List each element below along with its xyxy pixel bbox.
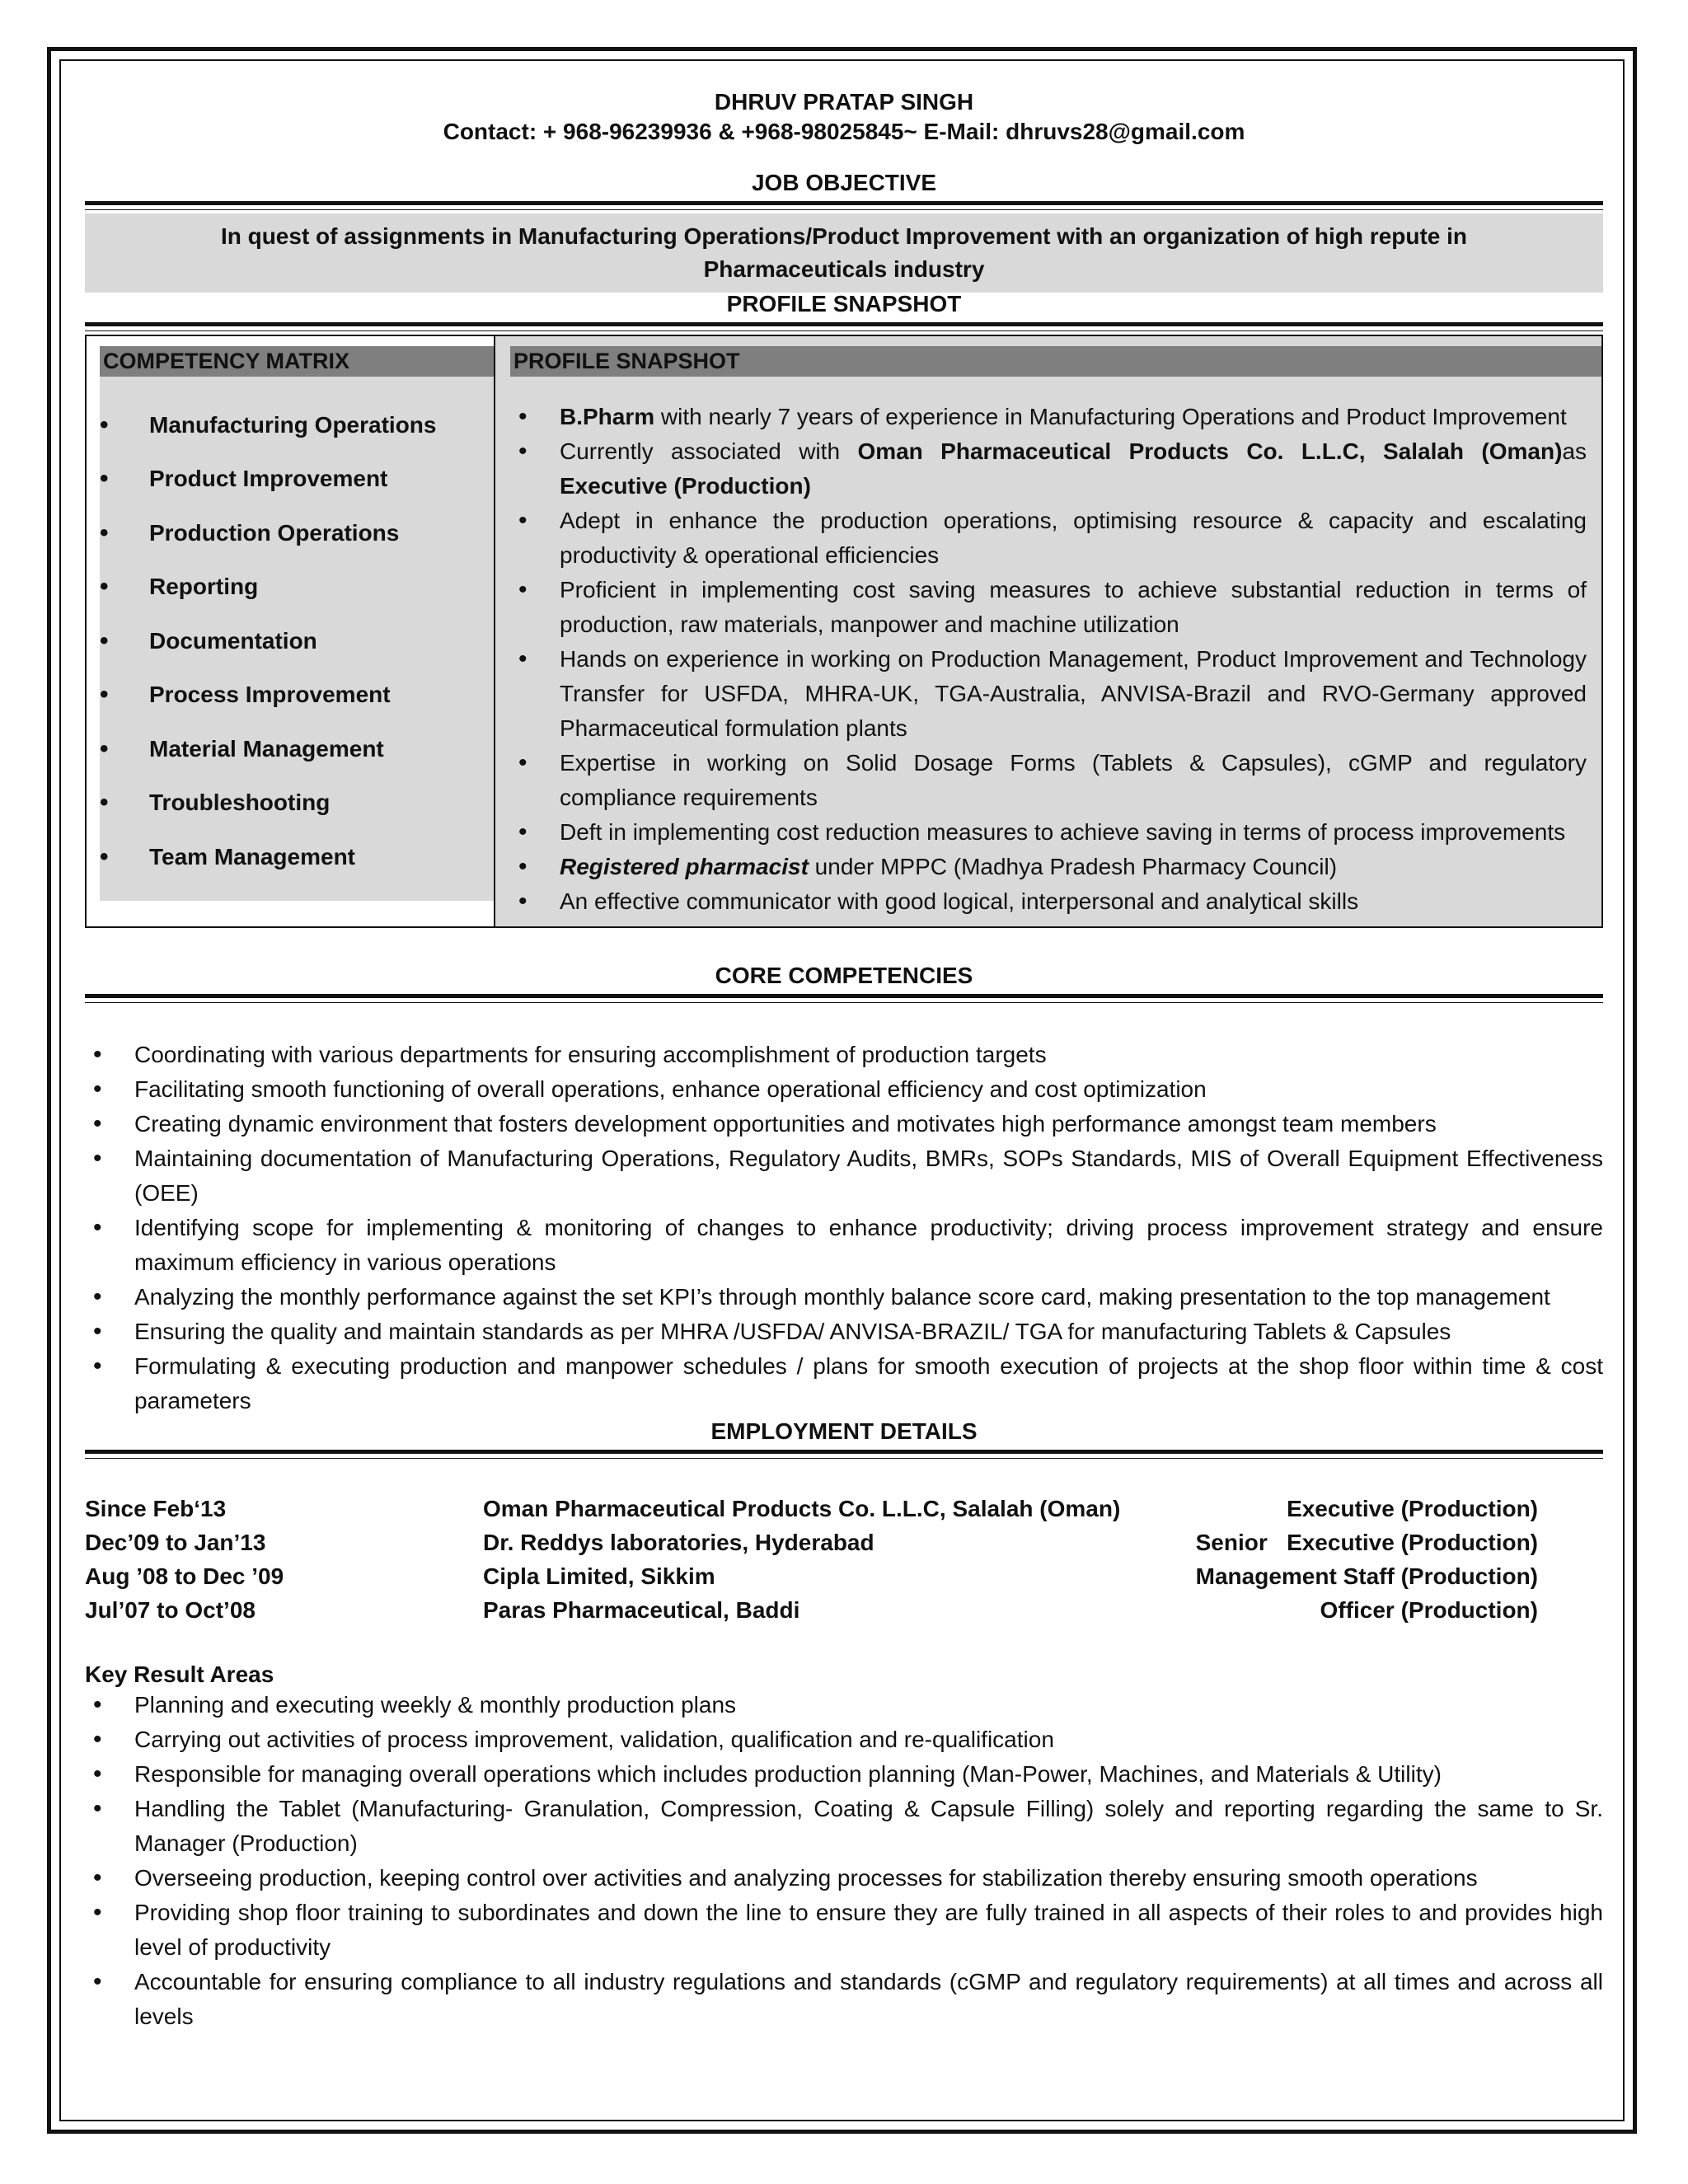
list-item: • Facilitating smooth functioning of overall operations, enhance operational efficiency and cost optimization [85,1072,1603,1107]
list-item: • Analyzing the monthly performance against the set KPI’s through monthly balance score card, making presentation to the top management [85,1280,1603,1315]
list-item: • Proficient in implementing cost saving measures to achieve substantial reduction in terms of production, raw materials, manpower and machine utilization [510,573,1587,642]
job-objective-text: In quest of assignments in Manufacturing Operations/Product Improvement with an organization of high repute in Pharmaceuticals industry [85,213,1603,293]
list-item: • Carrying out activities of process improvement, validation, qualification and re-qualification [85,1722,1603,1757]
employment-table [85,1492,1603,1627]
list-item: • Currently associated with Oman Pharmaceutical Products Co. L.L.C, Salalah (Oman)as Executive (Production) [510,434,1587,504]
list-item: • Production Operations [100,506,494,560]
kra-list [85,1688,1603,2034]
resume-content [85,82,1603,2034]
list-item: • Formulating & executing production and manpower schedules / plans for smooth execution of projects at the shop floor within time & cost parameters [85,1349,1603,1418]
list-item: • B.Pharm with nearly 7 years of experience in Manufacturing Operations and Product Improvement [510,400,1587,434]
list-item: • Troubleshooting [100,776,494,831]
job-objective-title: JOB OBJECTIVE [751,170,937,195]
list-item: • Accountable for ensuring compliance to all industry regulations and standards (cGMP and regulatory requirements) at all times and across all levels [85,1965,1603,2034]
list-item: • Responsible for managing overall operations which includes production planning (Man-Power, Machines, and Materials & Utility) [85,1757,1603,1792]
table-row: Jul’07 to Oct’08 Paras Pharmaceutical, Baddi Officer (Production) [85,1597,1538,1623]
core-competencies-title: CORE COMPETENCIES [715,963,973,988]
list-item: • An effective communicator with good logical, interpersonal and analytical skills [510,884,1587,919]
list-item: • Registered pharmacist under MPPC (Madhya Pradesh Pharmacy Council) [510,850,1587,884]
list-item: • Creating dynamic environment that fosters development opportunities and motivates high performance amongst team members [85,1107,1603,1141]
employment-title: EMPLOYMENT DETAILS [710,1418,978,1444]
table-row: Since Feb‘13 Oman Pharmaceutical Products Co. L.L.C, Salalah (Oman) Executive (Production) [85,1496,1538,1521]
profile-snapshot-header: PROFILE SNAPSHOT [510,346,1601,377]
list-item: • Ensuring the quality and maintain standards as per MHRA /USFDA/ ANVISA-BRAZIL/ TGA for manufacturing Tablets & Capsules [85,1315,1603,1349]
list-item: • Deft in implementing cost reduction measures to achieve saving in terms of process improvements [510,815,1587,850]
profile-box [85,335,1603,928]
competency-list [100,377,494,901]
list-item: • Adept in enhance the production operations, optimising resource & capacity and escalating productivity & operational efficiencies [510,504,1587,573]
section-rule [85,201,1603,210]
list-item: • Overseeing production, keeping control over activities and analyzing processes for stabilization thereby ensuring smooth operations [85,1861,1603,1896]
list-item: • Team Management [100,830,494,884]
list-item: • Providing shop floor training to subordinates and down the line to ensure they are fully trained in all aspects of their roles to and provides high level of productivity [85,1896,1603,1965]
candidate-name: DHRUV PRATAP SINGH [714,89,974,115]
list-item: • Expertise in working on Solid Dosage Forms (Tablets & Capsules), cGMP and regulatory compliance requirements [510,746,1587,815]
kra-title: Key Result Areas [85,1661,274,1687]
profile-list [510,377,1601,919]
list-item: • Handling the Tablet (Manufacturing- Granulation, Compression, Coating & Capsule Filling) solely and reporting regarding the same to Sr. Manager (Production) [85,1792,1603,1861]
section-rule [85,994,1603,1003]
table-row: Aug ’08 to Dec ’09 Cipla Limited, Sikkim Management Staff (Production) [85,1563,1538,1589]
section-rule [85,1450,1603,1459]
list-item: • Product Improvement [100,452,494,507]
list-item: • Identifying scope for implementing & monitoring of changes to enhance productivity; driving process improvement strategy and ensure maximum efficiency in various operations [85,1211,1603,1280]
list-item: • Coordinating with various departments for ensuring accomplishment of production targets [85,1038,1603,1072]
competency-matrix [87,336,495,926]
competency-matrix-header: COMPETENCY MATRIX [100,346,494,377]
list-item: • Material Management [100,722,494,776]
profile-snapshot-title: PROFILE SNAPSHOT [726,291,962,316]
contact-line: Contact: + 968-96239936 & +968-98025845~ E-Mail: dhruvs28@gmail.com [443,119,1245,144]
list-item: • Maintaining documentation of Manufacturing Operations, Regulatory Audits, BMRs, SOPs Standards, MIS of Overall Equipment Effectiveness (OEE) [85,1141,1603,1211]
profile-snapshot [495,336,1601,926]
list-item: • Planning and executing weekly & monthly production plans [85,1688,1603,1722]
list-item: • Process Improvement [100,668,494,723]
table-row: Dec’09 to Jan’13 Dr. Reddys laboratories, Hyderabad Senior Executive (Production) [85,1530,1538,1555]
core-competencies-list [85,1038,1603,1418]
list-item: • Reporting [100,560,494,615]
list-item: • Documentation [100,614,494,668]
list-item: • Manufacturing Operations [100,398,494,452]
list-item: • Hands on experience in working on Production Management, Product Improvement and Technology Transfer for USFDA, MHRA-UK, TGA-Australia, ANVISA-Brazil and RVO-Germany approved Pharmaceutical formulation plants [510,642,1587,746]
section-rule [85,322,1603,331]
